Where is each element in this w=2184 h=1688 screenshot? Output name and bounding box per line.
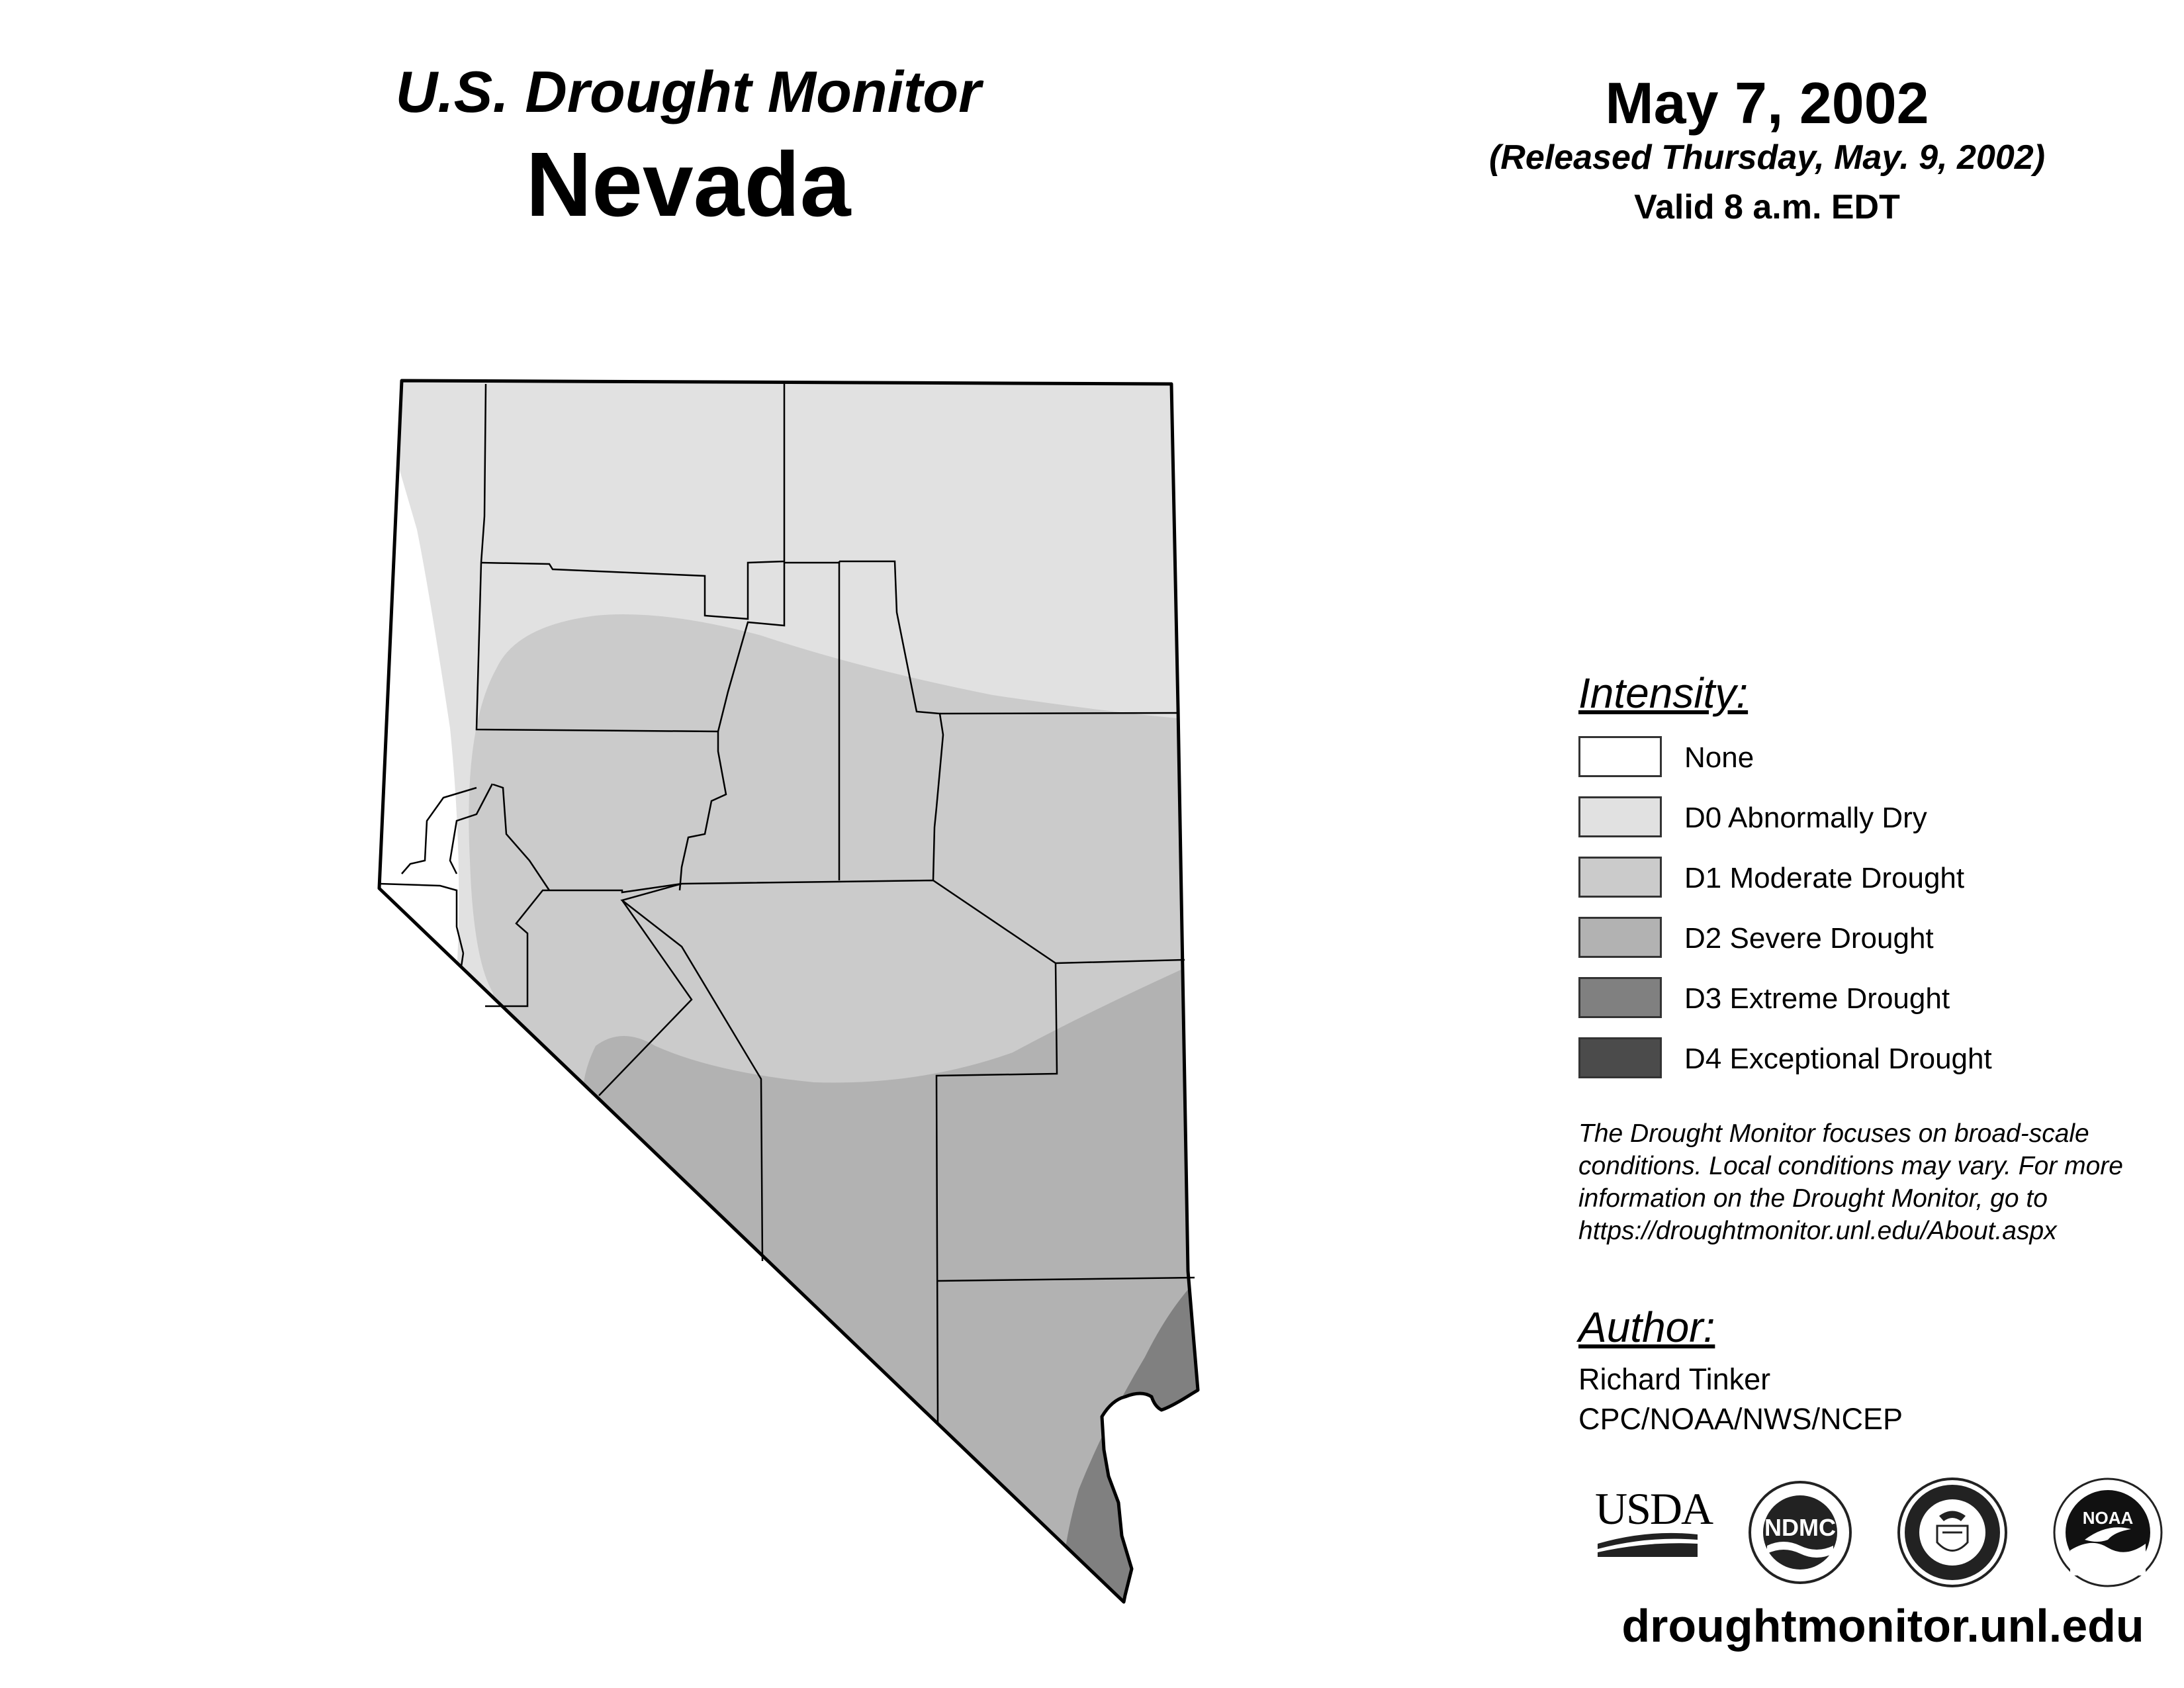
legend-label: D1 Moderate Drought [1684, 862, 1965, 894]
ndmc-logo-text: NDMC [1764, 1514, 1836, 1541]
author-org: CPC/NOAA/NWS/NCEP [1578, 1402, 1903, 1436]
release-date: (Released Thursday, May. 9, 2002) [1488, 138, 2046, 177]
legend-label: D0 Abnormally Dry [1684, 802, 1927, 834]
map-date: May 7, 2002 [1605, 70, 1929, 136]
noaa-logo-text: NOAA [2082, 1508, 2134, 1528]
legend-label: D3 Extreme Drought [1684, 982, 1950, 1015]
legend-title: Intensity: [1578, 669, 1749, 717]
legend-label: D2 Severe Drought [1684, 922, 1934, 955]
legend-swatch [1578, 796, 1662, 837]
valid-time: Valid 8 a.m. EDT [1634, 188, 1900, 226]
disclaimer-line: conditions. Local conditions may vary. For more [1578, 1152, 2123, 1180]
disclaimer-text [1578, 1117, 2174, 1247]
usda-logo-text: USDA [1595, 1483, 1713, 1534]
usda-logo-stripes [1595, 1483, 1701, 1562]
usda-logo [1595, 1483, 1713, 1562]
author-name: Richard Tinker [1578, 1362, 1771, 1396]
legend-swatch [1578, 736, 1662, 777]
noaa-emblem [2052, 1476, 2164, 1589]
noaa-logo [2052, 1476, 2164, 1589]
legend-label: None [1684, 741, 1754, 774]
state-name: Nevada [525, 134, 851, 236]
disclaimer-line: information on the Drought Monitor, go to [1578, 1184, 2048, 1213]
legend-label: D4 Exceptional Drought [1684, 1043, 1992, 1075]
disclaimer-url: https://droughtmonitor.unl.edu/About.aspx [1578, 1217, 2057, 1245]
ndmc-logo [1747, 1479, 1853, 1585]
disclaimer-line: The Drought Monitor focuses on broad-scale [1578, 1119, 2089, 1148]
commerce-seal [1896, 1476, 2009, 1589]
county-line [940, 713, 1178, 714]
commerce-seal-icon [1896, 1476, 2009, 1589]
website-url[interactable]: droughtmonitor.unl.edu [1621, 1600, 2144, 1652]
legend-swatch [1578, 977, 1662, 1018]
legend-swatch [1578, 857, 1662, 898]
legend-swatch [1578, 917, 1662, 958]
map-title: U.S. Drought Monitor [395, 59, 981, 124]
author-title: Author: [1578, 1303, 1715, 1351]
legend-swatch [1578, 1037, 1662, 1078]
